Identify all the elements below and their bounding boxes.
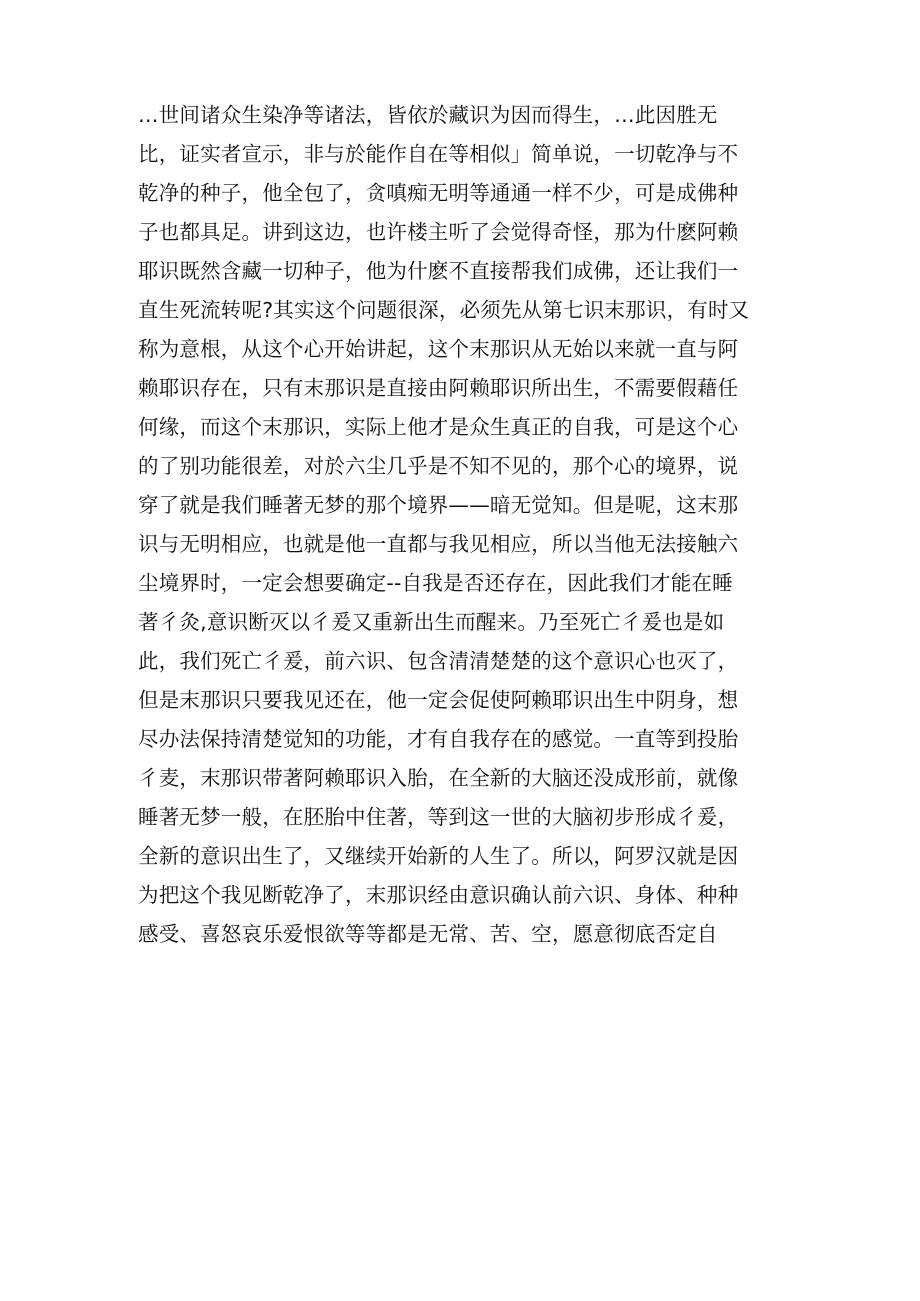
text-line: 此，我们死亡彳爰，前六识、包含清清楚楚的这个意识心也灭了， [138, 649, 739, 673]
text-line: 识与无明相应，也就是他一直都与我见相应，所以当他无法接触六 [138, 532, 739, 556]
text-line: 耶识既然含藏一切种子，他为什麽不直接帮我们成佛，还让我们一 [138, 259, 739, 283]
body-paragraph [138, 96, 788, 954]
text-line: 称为意根，从这个心开始讲起，这个末那识从无始以来就一直与阿 [138, 337, 739, 361]
text-line: 彳麦，末那识带著阿赖耶识入胎，在全新的大脑还没成形前，就像 [138, 766, 739, 790]
text-line: 但是末那识只要我见还在，他一定会促使阿赖耶识出生中阴身，想 [138, 688, 739, 712]
text-line: 全新的意识出生了，又继续开始新的人生了。所以，阿罗汉就是因 [138, 844, 739, 868]
text-line: 著彳灸,意识断灭以彳爰又重新出生而醒来。乃至死亡彳爰也是如 [138, 610, 725, 634]
text-line: 睡著无梦一般，在胚胎中住著，等到这一世的大脑初步形成彳爰， [138, 805, 739, 829]
text-line: 的了别功能很差，对於六尘几乎是不知不见的，那个心的境界，说 [138, 454, 739, 478]
text-line: 尘境界时，一定会想要确定--自我是否还存在，因此我们才能在睡 [138, 571, 733, 595]
text-line: 子也都具足。讲到这边，也许楼主听了会觉得奇怪，那为什麽阿赖 [138, 220, 739, 244]
text-line: 尽办法保持清楚觉知的功能，才有自我存在的感觉。一直等到投胎 [138, 727, 739, 751]
text-line: 赖耶识存在，只有末那识是直接由阿赖耶识所出生，不需要假藉任 [138, 376, 739, 400]
text-line: 直生死流转呢?其实这个问题很深，必须先从第七识末那识，有时又 [138, 298, 750, 322]
text-line: 乾净的种子，他全包了，贪嗔痴无明等通通一样不少，可是成佛种 [138, 181, 739, 205]
text-line: 穿了就是我们睡著无梦的那个境界——暗无觉知。但是呢，这末那 [138, 493, 739, 517]
text-line: 何缘，而这个末那识，实际上他才是众生真正的自我，可是这个心 [138, 415, 739, 439]
text-line: 为把这个我见断乾净了，末那识经由意识确认前六识、身体、种种 [138, 883, 739, 907]
text-line: 感受、喜怒哀乐爱恨欲等等都是无常、苦、空，愿意彻底否定自 [138, 922, 718, 946]
text-line: …世间诸众生染净等诸法，皆依於藏识为因而得生，…此因胜无 [138, 103, 718, 127]
text-line: 比，证实者宣示，非与於能作自在等相似」简单说，一切乾净与不 [138, 142, 739, 166]
